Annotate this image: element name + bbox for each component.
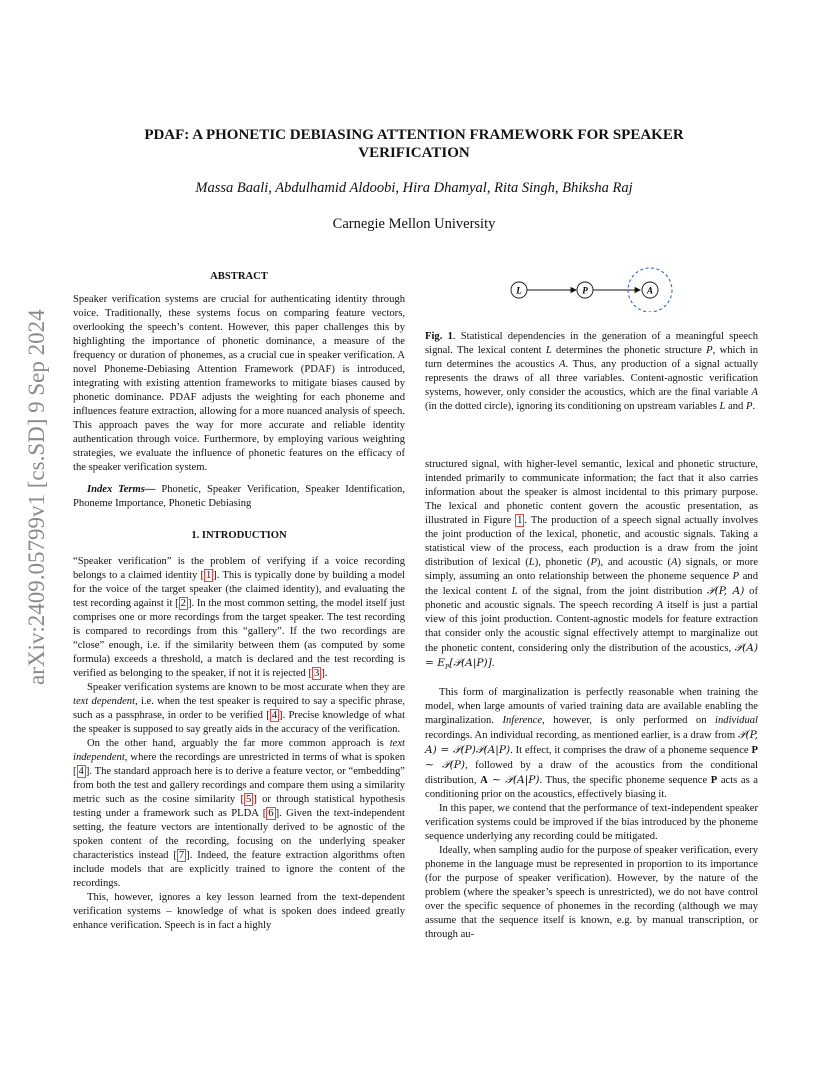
intro-paragraph-2: Speaker verification systems are known to be most accurate when they are text dependent, i.e. when the test speaker is required to say a specific phrase, such as a passphrase, in order to be verified [ 4 ]. Precise knowledge of what the speaker is supposed to say greatly aids in the accuracy of the verification. — [73, 682, 406, 735]
paper-title — [100, 126, 728, 162]
intro-paragraph-1: “Speaker verification” is the problem of verifying if a voice recording belongs to a claimed identity [ 1 ]. This is typically done by building a model for the voice of the target speaker (the claimed identity), and evaluating the test recording against it [ 2 ]. In the most common setting, the model itself just comprises one or more recordings from the target speaker. The test recording is compared to recordings from this “gallery”. If the two recordings are “close” enough, i.e. if the similarity between them (as computed by some formula) exceeds a threshold, a match is declared and the test recording is verified as belonging to the speaker, if not it is rejected [ 3 ]. — [73, 556, 406, 679]
author-list: Massa Baali, Abdulhamid Aldoobi, Hira Dhamyal, Rita Singh, Bhiksha Raj — [195, 180, 633, 196]
citation-link[interactable]: 4 — [78, 766, 84, 777]
figure-link[interactable]: 1 — [517, 515, 523, 526]
svg-text:P: P — [582, 285, 588, 296]
svg-text:A: A — [646, 285, 654, 296]
body-paragraph-2: This form of marginalization is perfectly reasonable when training the model, when large amounts of varied training data are available enabling the marginalization. Inference, however, is only performed on individual recordings. An individual recording, as mentioned earlier, is a draw from 𝒫(P, A) = 𝒫(P)𝒫(A|P). It effect, it comprises the draw of a phoneme sequence P ∼ 𝒫(P), followed by a draw of the acoustics from the conditional distribution, A ∼ 𝒫(A|P). Thus, the specific phoneme sequence P acts as a conditioning prior on the acoustics, effectively biasing it. — [425, 687, 759, 801]
index-terms-text: Phonetic, Speaker Verification, Speaker Identification, Phoneme Importance, Phonetic Debiasing — [73, 484, 405, 509]
body-paragraph-4: Ideally, when sampling audio for the purpose of speaker verification, every phoneme in the language must be represented in proportion to its importance (for the purpose of speaker verification). However, by the nature of the problem (where the speaker’s speech is unrestricted), we do not have control over the specific sequence of phonemes in the recording (although we may assume that the sequence itself is known, e.g. by manual transcription, or through au- — [425, 845, 758, 941]
figure-label: Fig. 1 — [425, 331, 453, 342]
figure-1-diagram — [500, 262, 685, 312]
citation-link[interactable]: 1 — [206, 570, 212, 581]
title-line-1: PDAF: A PHONETIC DEBIASING ATTENTION FRAMEWORK FOR SPEAKER — [144, 127, 684, 143]
node-L — [511, 282, 527, 298]
citation-link[interactable]: 5 — [246, 794, 252, 805]
abstract-text: Speaker verification systems are crucial for authenticating identity through voice. Traditionally, these systems focus on comparing feature vectors, overlooking the speech’s content. However, this paper challenges this by highlighting the importance of phonetic dominance, a measure of the frequency or duration of phonemes, as a crucial cue in speaker verification. A novel Phoneme-Debiasing Attention Framework (PDAF) is introduced, integrating with existing attention frameworks to mitigate biases caused by phonetic dominance. PDAF adjusts the weighting for each phoneme and influences feature extraction, allowing for a more nuanced analysis of speech. This approach paves the way for more accurate and reliable identity authentication through voice. Furthermore, by employing various weighting strategies, we evaluate the influence of phonetic features on the efficacy of the speaker verification system. — [73, 294, 405, 473]
arxiv-stamp — [18, 290, 54, 685]
figure-1-caption: Fig. 1. Statistical dependencies in the generation of a meaningful speech signal. The lexical content L determines the phonetic structure P, which in turn determines the acoustics A. Thus, any production of a signal actually represents the draws of all three variables. Content-agnostic verification systems, however, only consider the acoustics, which are the final variable A (in the dotted circle), ignoring its conditioning on upstream variables L and P. — [425, 331, 759, 412]
index-terms-label: Index Terms— — [87, 484, 156, 495]
node-P — [577, 282, 593, 298]
svg-text:L: L — [516, 285, 522, 296]
body-paragraph-1: structured signal, with higher-level semantic, lexical and phonetic structure, intended primarily to communicate information; the fact that it also carries information about the speaker is almost incidental to this primary purpose. The lexical and phonetic content govern the acoustic presentation, as illustrated in Figure 1 . The production of a speech signal actually involves the joint production of the lexical, phonetic, and acoustic signals. Taking a statistical view of the process, each production is a draw from the joint distribution of lexical (L), phonetic (P), and acoustic (A) signals, or more simply, assuming an onto relationship between the phoneme sequence P and the lexical content L of the signal, from the joint distribution 𝒫(P, A) of phonetic and acoustic signals. The speech recording A itself is just a partial view of this joint production. Content-agnostic models for feature extraction that consider only the acoustic signal effectively attempt to marginalize out the phonetic content, considering only the distribution of the acoustics, 𝒫(A) = $E_P[𝒫(A|P)]$. — [425, 459, 758, 672]
left-column — [73, 270, 405, 933]
intro-paragraph-3: On the other hand, arguably the far more common approach is text independent, where the recordings are unrestricted in terms of what is spoken [ 4 ]. The standard approach here is to derive a feature vector, or “embedding” from both the test and gallery recordings and compare them using a similarity metric such as the cosine similarity [ 5 ] or through statistical hypothesis testing under a framework such as PLDA [ 6 ]. Given the text-independent setting, the feature vectors are intentionally derived to be agnostic of the spoken content of the recording, focusing on the underlying speaker characteristics instead [ 7 ]. Indeed, the feature extraction algorithms often include models that are explicitly trained to ignore the content of the recordings. — [73, 738, 406, 889]
citation-link[interactable]: 4 — [271, 710, 278, 721]
body-paragraph-3: In this paper, we contend that the performance of text-independent speaker verification systems could be improved if the bias introduced by the phoneme sequence underlying any recording could be mitigated. — [425, 803, 758, 843]
citation-link[interactable]: 7 — [178, 850, 185, 861]
citation-link[interactable]: 2 — [180, 598, 186, 609]
index-terms — [73, 483, 405, 511]
abstract-heading: ABSTRACT — [210, 271, 268, 282]
citation-link[interactable]: 6 — [268, 808, 274, 819]
title-line-2: VERIFICATION — [358, 145, 470, 161]
affiliation: Carnegie Mellon University — [332, 216, 496, 232]
right-column — [425, 458, 758, 942]
intro-paragraph-4: This, however, ignores a key lesson learned from the text-dependent verification systems – knowledge of what is spoken does indeed greatly enhance verification. Speech is in fact a highly — [73, 892, 405, 931]
intro-heading: 1. INTRODUCTION — [191, 530, 287, 541]
arxiv-id: arXiv:2409.05799v1 [cs.SD] 9 Sep 2024 — [24, 309, 49, 685]
citation-link[interactable]: 3 — [314, 668, 320, 679]
